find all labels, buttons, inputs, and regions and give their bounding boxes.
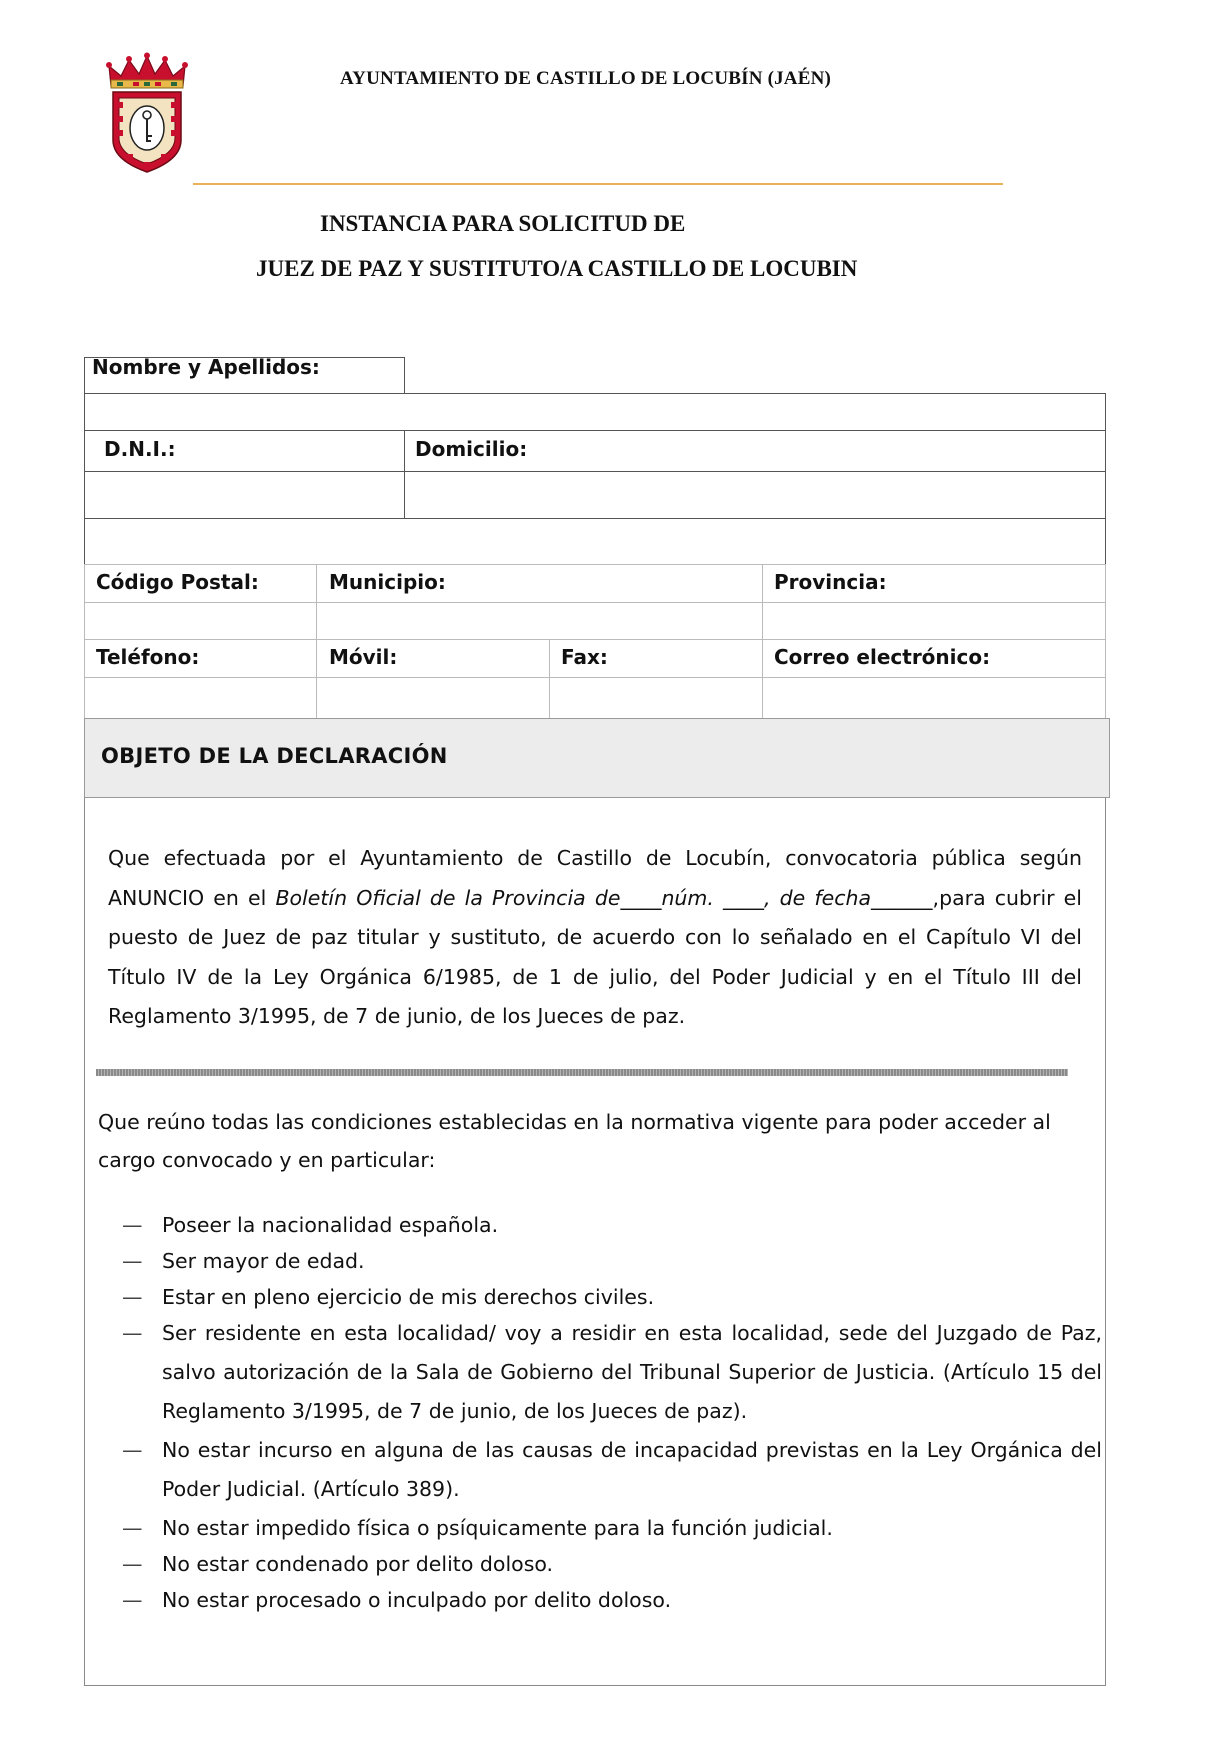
- list-item: [122, 1242, 1102, 1281]
- requirement-text: No estar impedido física o psíquicamente para la función judicial.: [162, 1516, 833, 1540]
- address-label: Domicilio:: [415, 437, 528, 461]
- list-item: [122, 1581, 1102, 1620]
- phone-label: Teléfono:: [96, 645, 200, 669]
- dni-label: D.N.I.:: [104, 437, 176, 461]
- mobile-label: Móvil:: [329, 645, 398, 669]
- dash-bullet: —: [122, 1249, 143, 1273]
- dash-bullet: —: [122, 1321, 143, 1345]
- declaration-heading-bar: [84, 718, 1110, 798]
- list-item: [122, 1278, 1102, 1317]
- requirement-text: Ser mayor de edad.: [162, 1249, 365, 1273]
- form-title-line-1: INSTANCIA PARA SOLICITUD DE: [320, 211, 686, 236]
- address-input[interactable]: [404, 471, 1106, 519]
- paragraph-1-italic-text: Boletín Oficial de la Provincia de____núm. ____, de fecha______: [275, 885, 933, 910]
- email-label: Correo electrónico:: [774, 645, 991, 669]
- dash-bullet: —: [122, 1285, 143, 1309]
- municipality-input[interactable]: [316, 602, 763, 640]
- requirement-text: Estar en pleno ejercicio de mis derechos civiles.: [162, 1285, 655, 1309]
- phone-input[interactable]: [84, 677, 317, 719]
- dash-bullet: —: [122, 1588, 143, 1612]
- municipality-label: Municipio:: [329, 570, 446, 594]
- fax-label: Fax:: [561, 645, 608, 669]
- paragraph-1-text-a: Que efectuada por el Ayuntamiento de Castillo de Locubín, convocatoria pública según ANUNCIO en el: [108, 846, 1082, 910]
- requirement-text: No estar condenado por delito doloso.: [162, 1552, 554, 1576]
- requirement-text: No estar procesado o inculpado por delito doloso.: [162, 1588, 672, 1612]
- address-input-line-2[interactable]: [84, 518, 1106, 565]
- mobile-input[interactable]: [316, 677, 550, 719]
- province-label: Provincia:: [774, 570, 887, 594]
- header-divider: [193, 183, 1003, 185]
- declaration-heading: OBJETO DE LA DECLARACIÓN: [101, 744, 448, 768]
- postal-code-input[interactable]: [84, 602, 317, 640]
- list-item: [122, 1545, 1102, 1584]
- list-item: [122, 1431, 1102, 1509]
- coat-of-arms-icon: [103, 52, 191, 176]
- requirement-text: No estar incurso en alguna de las causas de incapacidad previstas en la Ley Orgánica del Poder Judicial. (Artículo 389).: [162, 1438, 1102, 1501]
- declaration-paragraph-2: Que reúno todas las condiciones establecidas en la normativa vigente para poder acceder al cargo convocado y en particular:: [98, 1110, 1051, 1172]
- form-title-line-2: JUEZ DE PAZ Y SUSTITUTO/A CASTILLO DE LOCUBIN: [256, 256, 858, 281]
- section-divider: [96, 1069, 1068, 1076]
- requirement-text: Ser residente en esta localidad/ voy a residir en esta localidad, sede del Juzgado de Paz, salvo autorización de la Sala de Gobierno del Tribunal Superior de Justicia. (Artículo 15 del Reglamento 3/1995, de 7 de junio, de los Jueces de paz).: [162, 1321, 1102, 1423]
- requirement-text: Poseer la nacionalidad española.: [162, 1213, 499, 1237]
- dni-input[interactable]: [84, 471, 405, 519]
- organization-name: AYUNTAMIENTO DE CASTILLO DE LOCUBÍN (JAÉN): [340, 68, 832, 89]
- paragraph-1-text-b: ,para cubrir el puesto de Juez de paz titular y sustituto, de acuerdo con lo señalado en el Capítulo VI del Título IV de la Ley Orgánica 6/1985, de 1 de julio, del Poder Judicial y en el Título III del Reglamento 3/1995, de 7 de junio, de los Jueces de paz.: [108, 885, 1082, 1028]
- dash-bullet: —: [122, 1552, 143, 1576]
- list-item: [122, 1206, 1102, 1245]
- list-item: [122, 1509, 1102, 1548]
- dash-bullet: —: [122, 1438, 143, 1462]
- postal-code-label: Código Postal:: [96, 570, 259, 594]
- name-input[interactable]: [84, 393, 1106, 431]
- fax-input[interactable]: [549, 677, 763, 719]
- name-label: Nombre y Apellidos:: [92, 355, 320, 379]
- list-item: [122, 1314, 1102, 1431]
- dash-bullet: —: [122, 1516, 143, 1540]
- declaration-paragraph-1: [108, 839, 1082, 1037]
- dash-bullet: —: [122, 1213, 143, 1237]
- email-input[interactable]: [762, 677, 1106, 719]
- province-input[interactable]: [762, 602, 1106, 640]
